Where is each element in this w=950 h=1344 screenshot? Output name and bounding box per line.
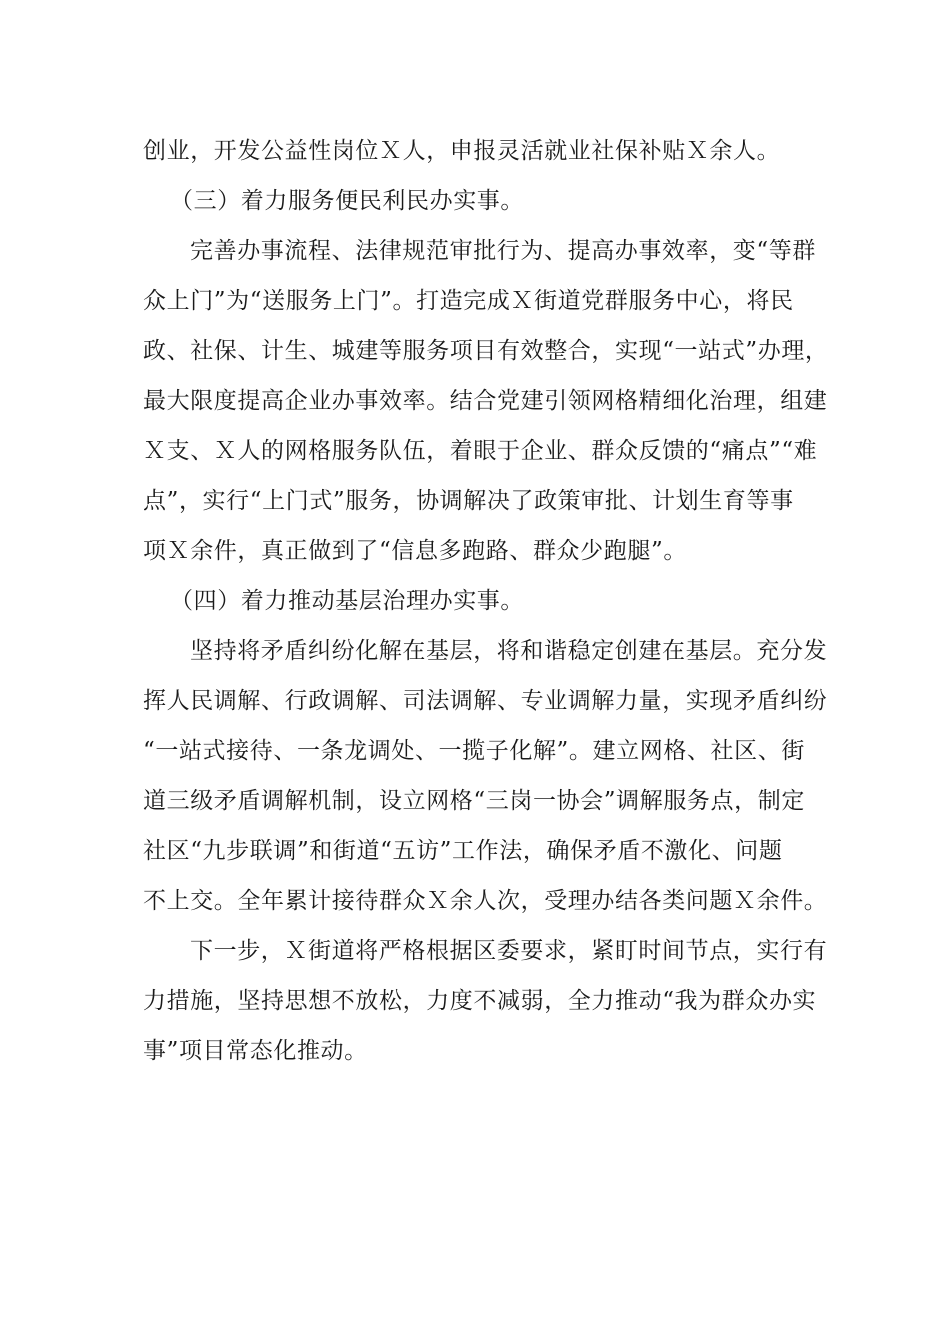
text-line: 坚持将矛盾纠纷化解在基层，将和谐稳定创建在基层。充分发 bbox=[190, 638, 828, 664]
section-heading-3: （三）着力服务便民利民办实事。 bbox=[170, 188, 524, 214]
text-line: 力措施，坚持思想不放松，力度不减弱，全力推动“我为群众办实 bbox=[143, 988, 817, 1014]
text-line: “一站式接待、一条龙调处、一揽子化解”。建立网格、社区、街 bbox=[143, 738, 805, 764]
text-line: 道三级矛盾调解机制，设立网格“三岗一协会”调解服务点，制定 bbox=[143, 788, 805, 814]
text-line: 下一步，Ｘ街道将严格根据区委要求，紧盯时间节点，实行有 bbox=[190, 938, 828, 964]
text-line: 完善办事流程、法律规范审批行为、提高办事效率，变“等群 bbox=[190, 238, 816, 264]
text-line: 众上门”为“送服务上门”。打造完成Ｘ街道党群服务中心，将民 bbox=[143, 288, 794, 314]
text-line: 事”项目常态化推动。 bbox=[143, 1038, 368, 1064]
text-line: 政、社保、计生、城建等服务项目有效整合，实现“一站式”办理， bbox=[143, 338, 829, 364]
section-heading-4: （四）着力推动基层治理办实事。 bbox=[170, 588, 524, 614]
text-line: 项Ｘ余件，真正做到了“信息多跑路、群众少跑腿”。 bbox=[143, 538, 687, 564]
text-line: Ｘ支、Ｘ人的网格服务队伍，着眼于企业、群众反馈的“痛点”“难 bbox=[143, 438, 818, 464]
text-line: 点”，实行“上门式”服务，协调解决了政策审批、计划生育等事 bbox=[143, 488, 794, 514]
text-line: 最大限度提高企业办事效率。结合党建引领网格精细化治理，组建 bbox=[143, 388, 828, 414]
text-line: 创业，开发公益性岗位Ｘ人，申报灵活就业社保补贴Ｘ余人。 bbox=[143, 138, 781, 164]
text-line: 不上交。全年累计接待群众Ｘ余人次，受理办结各类问题Ｘ余件。 bbox=[143, 888, 828, 914]
text-line: 社区“九步联调”和街道“五访”工作法，确保矛盾不激化、问题 bbox=[143, 838, 783, 864]
text-line: 挥人民调解、行政调解、司法调解、专业调解力量，实现矛盾纠纷 bbox=[143, 688, 828, 714]
